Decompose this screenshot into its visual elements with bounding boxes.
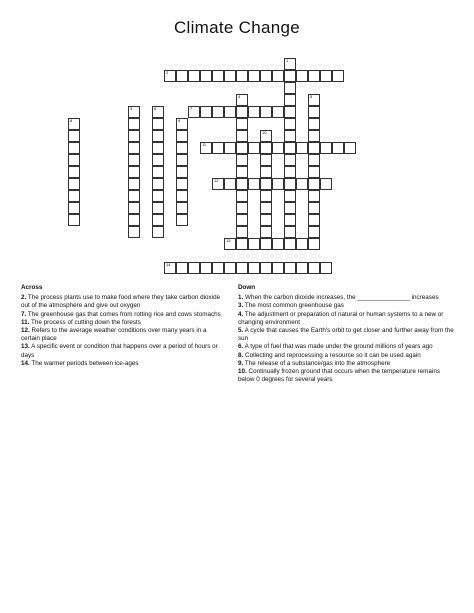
grid-cell[interactable]	[308, 202, 320, 214]
grid-cell[interactable]	[68, 166, 80, 178]
grid-cell[interactable]	[236, 202, 248, 214]
across-clue-number: 7.	[21, 310, 27, 318]
grid-cell[interactable]	[308, 238, 320, 250]
grid-cell[interactable]	[176, 202, 188, 214]
down-list	[238, 294, 456, 384]
across-clue-number: 12.	[21, 327, 30, 335]
grid-cell[interactable]	[284, 226, 296, 238]
grid-cell[interactable]	[236, 238, 248, 250]
across-clue-text: The process of cutting down the forests	[29, 318, 141, 326]
grid-cell[interactable]	[152, 106, 164, 118]
grid-cell[interactable]	[152, 154, 164, 166]
grid-cell[interactable]	[272, 70, 284, 82]
down-clue-text: The adjustment or preparation of natural or human systems to a new or changing environment	[238, 310, 444, 326]
grid-cell[interactable]	[296, 262, 308, 274]
grid-cell[interactable]	[68, 190, 80, 202]
grid-clue-number: 4	[238, 94, 241, 99]
grid-cell[interactable]	[128, 166, 140, 178]
grid-cell[interactable]	[272, 238, 284, 250]
grid-cell[interactable]	[212, 178, 224, 190]
grid-cell[interactable]	[236, 130, 248, 142]
across-clue-number: 14.	[21, 359, 30, 367]
across-clue-number: 2.	[21, 294, 27, 302]
grid-cell[interactable]	[320, 70, 332, 82]
down-clue	[238, 294, 456, 302]
grid-cell[interactable]	[308, 226, 320, 238]
grid-cell[interactable]	[176, 214, 188, 226]
grid-cell[interactable]	[200, 70, 212, 82]
down-clues	[238, 284, 456, 384]
grid-cell[interactable]	[260, 166, 272, 178]
grid-cell[interactable]	[128, 202, 140, 214]
grid-cell[interactable]	[152, 214, 164, 226]
grid-clue-number: 12	[214, 178, 219, 183]
grid-cell[interactable]	[224, 238, 236, 250]
grid-cell[interactable]	[176, 154, 188, 166]
grid-cell[interactable]	[248, 178, 260, 190]
grid-cell[interactable]	[152, 190, 164, 202]
grid-cell[interactable]	[332, 142, 344, 154]
across-heading: Across	[21, 284, 43, 291]
grid-cell[interactable]	[308, 118, 320, 130]
grid-cell[interactable]	[272, 142, 284, 154]
grid-cell[interactable]	[200, 106, 212, 118]
down-clue	[238, 352, 456, 360]
grid-cell[interactable]	[308, 214, 320, 226]
grid-cell[interactable]	[308, 154, 320, 166]
grid-cell[interactable]	[68, 154, 80, 166]
grid-cell[interactable]	[308, 178, 320, 190]
grid-cell[interactable]	[176, 178, 188, 190]
across-clues	[21, 284, 225, 368]
grid-cell[interactable]	[128, 214, 140, 226]
grid-cell[interactable]	[188, 70, 200, 82]
grid-cell[interactable]	[260, 226, 272, 238]
grid-cell[interactable]	[284, 94, 296, 106]
grid-cell[interactable]	[260, 238, 272, 250]
grid-cell[interactable]	[212, 70, 224, 82]
grid-cell[interactable]	[284, 70, 296, 82]
grid-cell[interactable]	[152, 130, 164, 142]
grid-cell[interactable]	[176, 130, 188, 142]
grid-cell[interactable]	[176, 70, 188, 82]
grid-cell[interactable]	[128, 226, 140, 238]
grid-cell[interactable]	[68, 214, 80, 226]
down-clue-text: Continually frozen ground that occurs when the temperature remains below 0 degrees for several years	[238, 368, 440, 384]
grid-cell[interactable]	[128, 154, 140, 166]
grid-cell[interactable]	[236, 154, 248, 166]
grid-cell[interactable]	[164, 262, 176, 274]
down-clue-number: 3.	[238, 302, 244, 310]
grid-cell[interactable]	[260, 190, 272, 202]
grid-cell[interactable]	[200, 142, 212, 154]
grid-cell[interactable]	[320, 178, 332, 190]
grid-cell[interactable]	[248, 106, 260, 118]
grid-cell[interactable]	[260, 130, 272, 142]
grid-cell[interactable]	[272, 106, 284, 118]
grid-cell[interactable]	[260, 154, 272, 166]
grid-cell[interactable]	[224, 178, 236, 190]
grid-cell[interactable]	[68, 202, 80, 214]
grid-clue-number: 13	[226, 238, 231, 243]
down-clue-number: 1.	[238, 294, 244, 302]
down-clue-number: 8.	[238, 351, 244, 359]
grid-cell[interactable]	[284, 202, 296, 214]
grid-cell[interactable]	[236, 214, 248, 226]
grid-cell[interactable]	[236, 166, 248, 178]
down-clue-text: A cycle that causes the Earth's orbit to get closer and further away from the sun	[238, 327, 454, 343]
down-clue-text: Collecting and reprocessing a resource so it can be used again	[243, 351, 421, 359]
grid-cell[interactable]	[284, 58, 296, 70]
across-clue	[21, 360, 225, 368]
down-clue	[238, 311, 456, 327]
grid-cell[interactable]	[284, 154, 296, 166]
across-clue-text: Refers to the average weather conditions over many years in a certain place	[21, 327, 207, 343]
grid-cell[interactable]	[260, 262, 272, 274]
grid-cell[interactable]	[308, 262, 320, 274]
grid-cell[interactable]	[68, 130, 80, 142]
crossword-grid	[0, 0, 474, 300]
grid-clue-number: 11	[202, 142, 207, 147]
grid-cell[interactable]	[260, 202, 272, 214]
grid-cell[interactable]	[176, 118, 188, 130]
grid-cell[interactable]	[308, 130, 320, 142]
grid-cell[interactable]	[284, 178, 296, 190]
grid-cell[interactable]	[212, 262, 224, 274]
down-clue	[238, 327, 456, 343]
down-clue	[238, 302, 456, 310]
down-clue	[238, 343, 456, 351]
grid-cell[interactable]	[260, 70, 272, 82]
grid-cell[interactable]	[284, 142, 296, 154]
down-clue	[238, 368, 456, 384]
across-clue	[21, 343, 225, 359]
grid-cell[interactable]	[284, 262, 296, 274]
across-clue-text: A specific event or condition that happens over a period of hours or days	[21, 343, 218, 359]
grid-cell[interactable]	[236, 94, 248, 106]
across-clue	[21, 319, 225, 327]
grid-cell[interactable]	[248, 142, 260, 154]
grid-cell[interactable]	[176, 262, 188, 274]
grid-clue-number: 3	[130, 106, 133, 111]
grid-cell[interactable]	[260, 214, 272, 226]
down-clue-number: 9.	[238, 359, 244, 367]
grid-cell[interactable]	[248, 262, 260, 274]
down-clue-text: The release of a substance/gas into the atmosphere	[243, 359, 391, 367]
grid-cell[interactable]	[284, 214, 296, 226]
grid-cell[interactable]	[260, 178, 272, 190]
grid-cell[interactable]	[236, 142, 248, 154]
grid-clue-number: 8	[70, 118, 73, 123]
across-clue	[21, 294, 225, 310]
grid-cell[interactable]	[224, 70, 236, 82]
grid-cell[interactable]	[236, 226, 248, 238]
grid-cell[interactable]	[128, 142, 140, 154]
page-title: Climate Change	[173, 18, 301, 37]
grid-clue-number: 2	[166, 70, 169, 75]
grid-cell[interactable]	[236, 70, 248, 82]
grid-cell[interactable]	[332, 70, 344, 82]
grid-cell[interactable]	[344, 142, 356, 154]
grid-cell[interactable]	[272, 262, 284, 274]
grid-cell[interactable]	[212, 106, 224, 118]
grid-cell[interactable]	[68, 178, 80, 190]
grid-cell[interactable]	[200, 262, 212, 274]
grid-cell[interactable]	[152, 226, 164, 238]
across-clue-text: The process plants use to make food where they take carbon dioxide out of the atmosphere and give out oxygen	[21, 294, 221, 310]
grid-cell[interactable]	[68, 142, 80, 154]
grid-clue-number: 10	[262, 130, 267, 135]
grid-cell[interactable]	[224, 262, 236, 274]
grid-cell[interactable]	[308, 142, 320, 154]
grid-cell[interactable]	[308, 166, 320, 178]
down-clue-number: 4.	[238, 310, 244, 318]
grid-cell[interactable]	[236, 190, 248, 202]
grid-cell[interactable]	[284, 238, 296, 250]
grid-clue-number: 5	[310, 94, 313, 99]
grid-cell[interactable]	[248, 70, 260, 82]
grid-clue-number: 14	[166, 262, 171, 267]
grid-cell[interactable]	[236, 106, 248, 118]
grid-cell[interactable]	[176, 166, 188, 178]
grid-cell[interactable]	[236, 178, 248, 190]
grid-cell[interactable]	[284, 130, 296, 142]
grid-cell[interactable]	[284, 166, 296, 178]
grid-cell[interactable]	[224, 106, 236, 118]
grid-cell[interactable]	[296, 238, 308, 250]
grid-cell[interactable]	[296, 142, 308, 154]
grid-cell[interactable]	[176, 142, 188, 154]
grid-cell[interactable]	[152, 178, 164, 190]
grid-cell[interactable]	[152, 118, 164, 130]
across-clue-number: 13.	[21, 343, 30, 351]
grid-cell[interactable]	[308, 190, 320, 202]
grid-cell[interactable]	[128, 130, 140, 142]
grid-cell[interactable]	[164, 70, 176, 82]
grid-cell[interactable]	[236, 118, 248, 130]
grid-cell[interactable]	[128, 118, 140, 130]
grid-cell[interactable]	[236, 262, 248, 274]
grid-cell[interactable]	[128, 178, 140, 190]
grid-clue-number: 6	[154, 106, 157, 111]
grid-cell[interactable]	[308, 106, 320, 118]
grid-cell[interactable]	[224, 142, 236, 154]
grid-cell[interactable]	[68, 118, 80, 130]
grid-cell[interactable]	[152, 166, 164, 178]
down-clue-text: A type of fuel that was made under the ground millions of years ago	[243, 343, 433, 351]
down-clue-number: 5.	[238, 327, 244, 335]
across-clue	[21, 311, 225, 319]
grid-cell[interactable]	[284, 106, 296, 118]
grid-cell[interactable]	[128, 106, 140, 118]
down-clue-text: When the carbon dioxide increases, the _______________ increases	[243, 294, 439, 302]
down-clue-number: 10.	[238, 368, 247, 376]
grid-cell[interactable]	[284, 190, 296, 202]
across-clue-text: The warmer periods between ice-ages	[29, 359, 139, 367]
down-heading: Down	[238, 284, 256, 291]
grid-clue-number: 7	[190, 106, 193, 111]
grid-cell[interactable]	[284, 118, 296, 130]
grid-cell[interactable]	[188, 106, 200, 118]
grid-cell[interactable]	[248, 238, 260, 250]
grid-cell[interactable]	[308, 94, 320, 106]
grid-cell[interactable]	[260, 106, 272, 118]
down-clue-text: The most common greenhouse gas	[243, 302, 344, 310]
grid-cell[interactable]	[284, 82, 296, 94]
grid-clue-number: 9	[178, 118, 181, 123]
grid-cell[interactable]	[296, 70, 308, 82]
grid-clue-number: 1	[286, 58, 289, 63]
grid-cell[interactable]	[152, 142, 164, 154]
across-list	[21, 294, 225, 368]
grid-cell[interactable]	[272, 178, 284, 190]
grid-cell[interactable]	[212, 142, 224, 154]
across-clue-text: The greenhouse gas that comes from rotting rice and cows stomachs	[26, 310, 221, 318]
down-clue	[238, 360, 456, 368]
grid-cell[interactable]	[152, 202, 164, 214]
grid-cell[interactable]	[296, 178, 308, 190]
grid-cell[interactable]	[320, 262, 332, 274]
grid-cell[interactable]	[128, 190, 140, 202]
grid-cell[interactable]	[260, 142, 272, 154]
across-clue	[21, 327, 225, 343]
grid-cell[interactable]	[308, 70, 320, 82]
grid-cell[interactable]	[188, 262, 200, 274]
down-clue-number: 6.	[238, 343, 244, 351]
grid-cell[interactable]	[320, 142, 332, 154]
across-clue-number: 11.	[21, 318, 30, 326]
grid-cell[interactable]	[176, 190, 188, 202]
